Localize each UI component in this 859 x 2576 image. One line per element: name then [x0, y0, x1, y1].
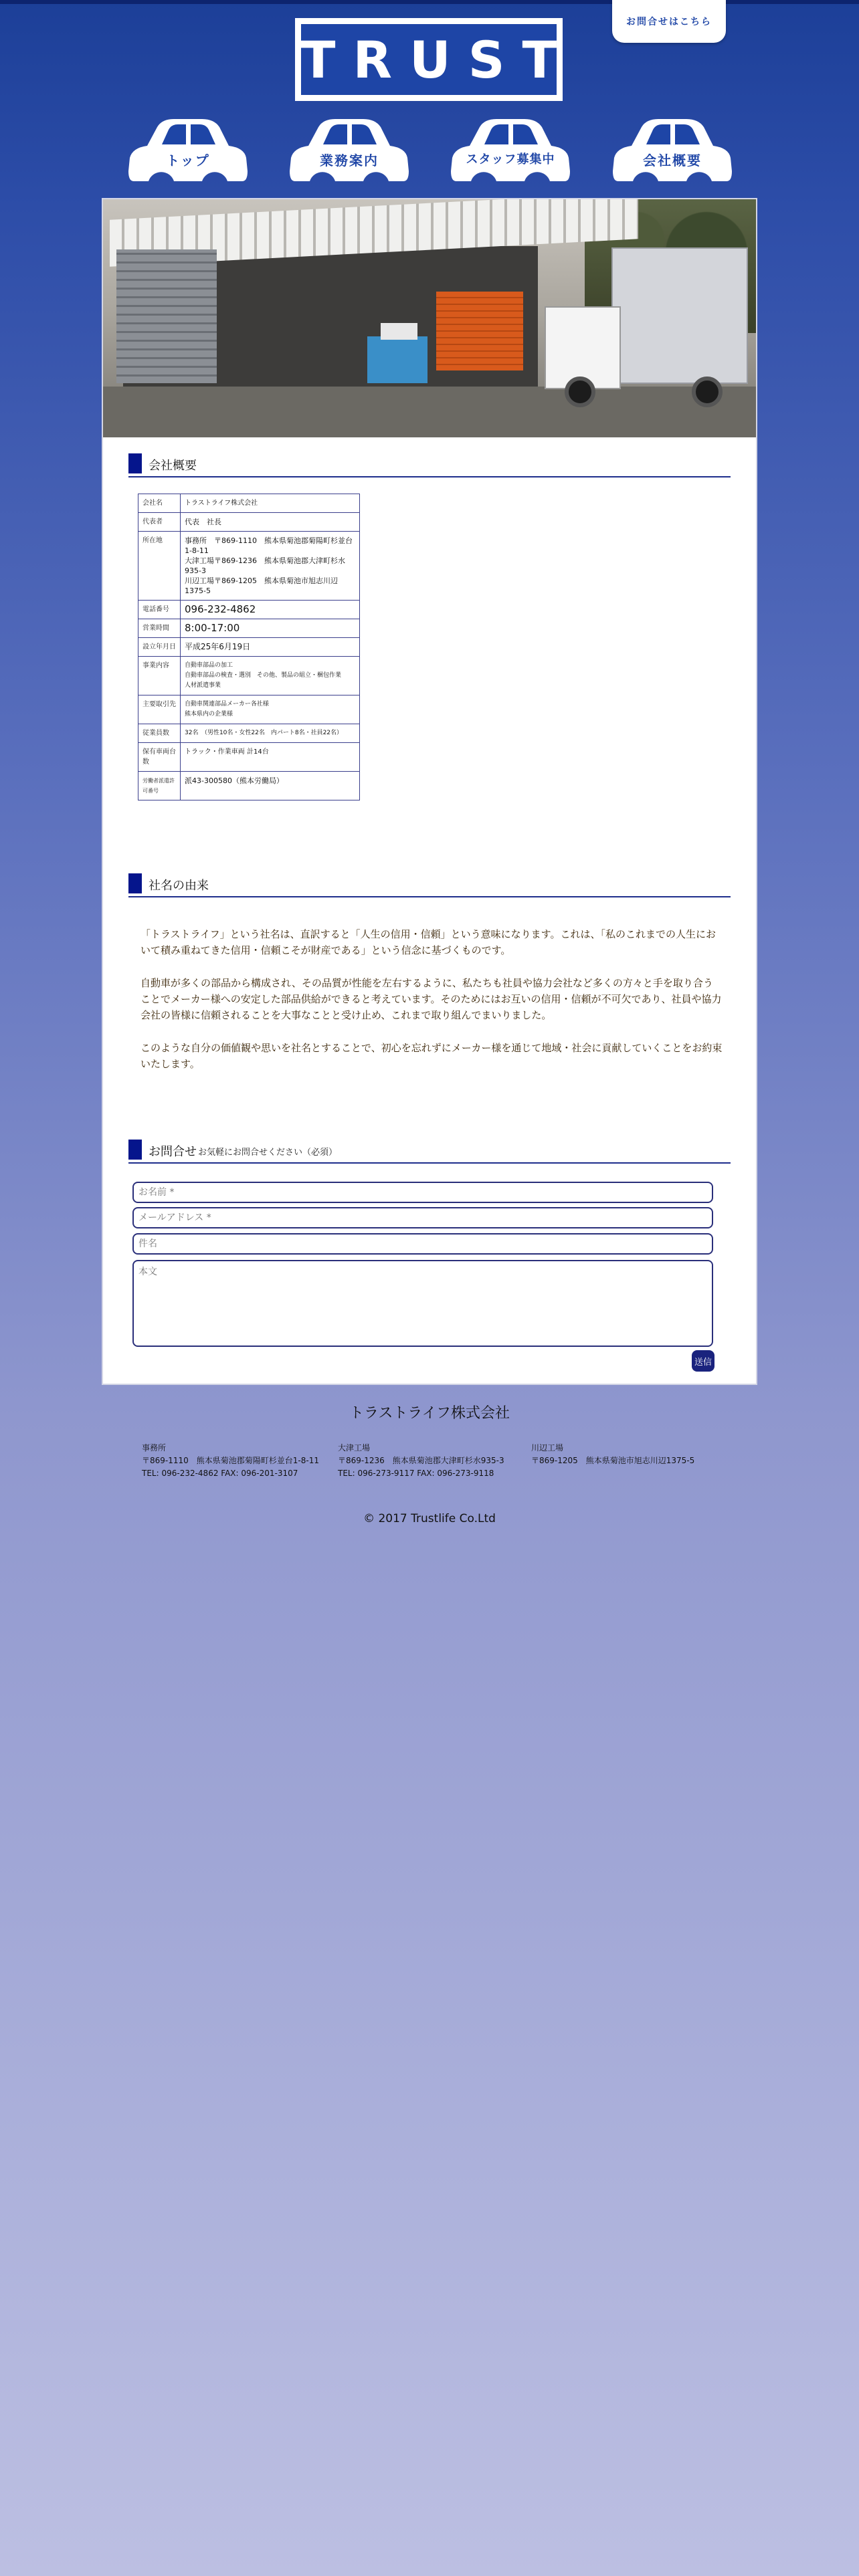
row-value: [181, 657, 360, 695]
nav-label: 会社概要: [643, 152, 702, 169]
row-key: 保有車両台数: [138, 743, 181, 772]
ground: [103, 387, 756, 437]
footer-office: [531, 1442, 694, 1467]
white-containers: [381, 323, 417, 340]
nav-company-button[interactable]: [611, 118, 733, 186]
truck-wheel: [692, 377, 723, 407]
nav-services-button[interactable]: [288, 118, 410, 186]
row-value: 096-232-4862: [181, 601, 360, 619]
business-line: 自動車部品の検査・選別 その他、製品の組立・梱包作業: [185, 672, 342, 679]
table-row: [138, 695, 360, 724]
body-textarea[interactable]: [132, 1260, 713, 1347]
crate-stack: [116, 249, 217, 383]
table-row: [138, 772, 360, 800]
table-row: [138, 494, 360, 513]
hero-warehouse-image: [103, 199, 756, 437]
office-name: 川辺工場: [531, 1443, 564, 1453]
row-value: [181, 695, 360, 724]
company-section-heading: [128, 452, 731, 477]
send-button[interactable]: 送信: [692, 1350, 714, 1372]
section-title: 社名の由来: [149, 879, 209, 893]
nav-top-button[interactable]: [127, 118, 249, 186]
row-value: トラストライフ株式会社: [181, 494, 360, 513]
name-input[interactable]: [132, 1182, 713, 1203]
row-key: 営業時間: [138, 619, 181, 638]
table-row: [138, 724, 360, 743]
row-key: 代表者: [138, 513, 181, 532]
row-key: 事業内容: [138, 657, 181, 695]
content-panel: [102, 198, 757, 1385]
office-name: 大津工場: [338, 1443, 371, 1453]
footer-company-name: トラストライフ株式会社: [349, 1405, 510, 1422]
nav-recruit-button[interactable]: [450, 118, 571, 186]
row-key: 設立年月日: [138, 638, 181, 657]
row-value: 32名 （男性10名・女性22名 内パート8名・社員22名）: [181, 724, 360, 743]
section-title: 会社概要: [149, 459, 197, 473]
email-input[interactable]: [132, 1207, 713, 1228]
company-info-table: [138, 494, 360, 800]
row-key: 労働者派遣許可番号: [138, 772, 181, 800]
table-row: [138, 532, 360, 601]
logo-text: TRUST: [301, 24, 557, 95]
about-paragraph: 「トラストライフ」という社名は、直訳すると「人生の信用・信頼」という意味になります。これは、「私のこれまでの人生において積み重ねてきた信用・信頼こそが財産である」という信念に基づくものです。: [140, 928, 716, 956]
copyright: © 2017 Trustlife Co.Ltd: [363, 1512, 496, 1525]
row-value: 平成25年6月19日: [181, 638, 360, 657]
row-value: [181, 532, 360, 601]
row-value: 代表 社長: [181, 513, 360, 532]
contact-tab-button[interactable]: お問合せはこちら: [612, 0, 726, 43]
address-line: 大津工場〒869-1236 熊本県菊池郡大津町杉水935-3: [185, 556, 345, 575]
subject-input[interactable]: [132, 1233, 713, 1255]
client-line: 熊本県内の企業様: [185, 711, 233, 718]
office-tel: TEL: 096-273-9117 FAX: 096-273-9118: [338, 1469, 494, 1478]
business-line: 人材派遣事業: [185, 682, 221, 689]
footer-office: [142, 1442, 319, 1480]
orange-shutter: [436, 292, 523, 370]
row-value: 8:00-17:00: [181, 619, 360, 638]
truck-body: [611, 247, 748, 384]
row-value: 派43-300580（熊本労働局）: [181, 772, 360, 800]
row-key: 所在地: [138, 532, 181, 601]
row-key: 電話番号: [138, 601, 181, 619]
office-address: 〒869-1236 熊本県菊池郡大津町杉水935-3: [338, 1456, 504, 1465]
address-line: 事務所 〒869-1110 熊本県菊池郡菊陽町杉並台1-8-11: [185, 536, 353, 555]
row-key: 会社名: [138, 494, 181, 513]
row-key: 従業員数: [138, 724, 181, 743]
nav-label: スタッフ募集中: [466, 152, 555, 167]
office-tel: TEL: 096-232-4862 FAX: 096-201-3107: [142, 1469, 298, 1478]
nav-label: トップ: [166, 152, 210, 169]
business-line: 自動車部品の加工: [185, 662, 233, 669]
table-row: [138, 513, 360, 532]
about-paragraph: 自動車が多くの部品から構成され、その品質が性能を左右するように、私たちも社員や協力会社など多くの方々と手を取り合うことでメーカー様への安定した部品供給ができると考えています。そのためにはお互いの信用・信頼が不可欠であり、社員や協力会社の皆様に信頼されることを大事なことと受け止め、これまで取り組んでまいりました。: [140, 977, 722, 1021]
footer-office: [338, 1442, 504, 1480]
row-value: トラック・作業車両 計14台: [181, 743, 360, 772]
about-text: [140, 926, 723, 1089]
row-key: 主要取引先: [138, 695, 181, 724]
table-row: [138, 657, 360, 695]
blue-containers: [367, 336, 427, 383]
heading-bar: [128, 453, 142, 473]
section-subtitle: お気軽にお問合せください（必須）: [198, 1148, 338, 1158]
top-border: [0, 0, 859, 4]
about-paragraph: このような自分の価値観や思いを社名とすることで、初心を忘れずにメーカー様を通じて地域・社会に貢献していくことをお約束いたします。: [140, 1042, 723, 1070]
nav-label: 業務案内: [320, 152, 379, 169]
table-row: [138, 638, 360, 657]
main-nav: [127, 118, 733, 186]
contact-section-heading: [128, 1138, 731, 1164]
table-row: [138, 601, 360, 619]
table-row: [138, 619, 360, 638]
client-line: 自動車関連部品メーカー各社様: [185, 701, 269, 708]
heading-bar: [128, 1140, 142, 1160]
heading-bar: [128, 873, 142, 893]
truck-wheel: [565, 377, 595, 407]
section-title: お問合せ: [149, 1145, 197, 1159]
table-row: [138, 743, 360, 772]
about-section-heading: [128, 872, 731, 897]
office-name: 事務所: [142, 1443, 167, 1453]
office-address: 〒869-1205 熊本県菊池市旭志川辺1375-5: [531, 1456, 695, 1465]
address-line: 川辺工場〒869-1205 熊本県菊池市旭志川辺1375-5: [185, 576, 338, 595]
trust-logo[interactable]: [295, 18, 575, 101]
office-address: 〒869-1110 熊本県菊池郡菊陽町杉並台1-8-11: [142, 1456, 319, 1465]
